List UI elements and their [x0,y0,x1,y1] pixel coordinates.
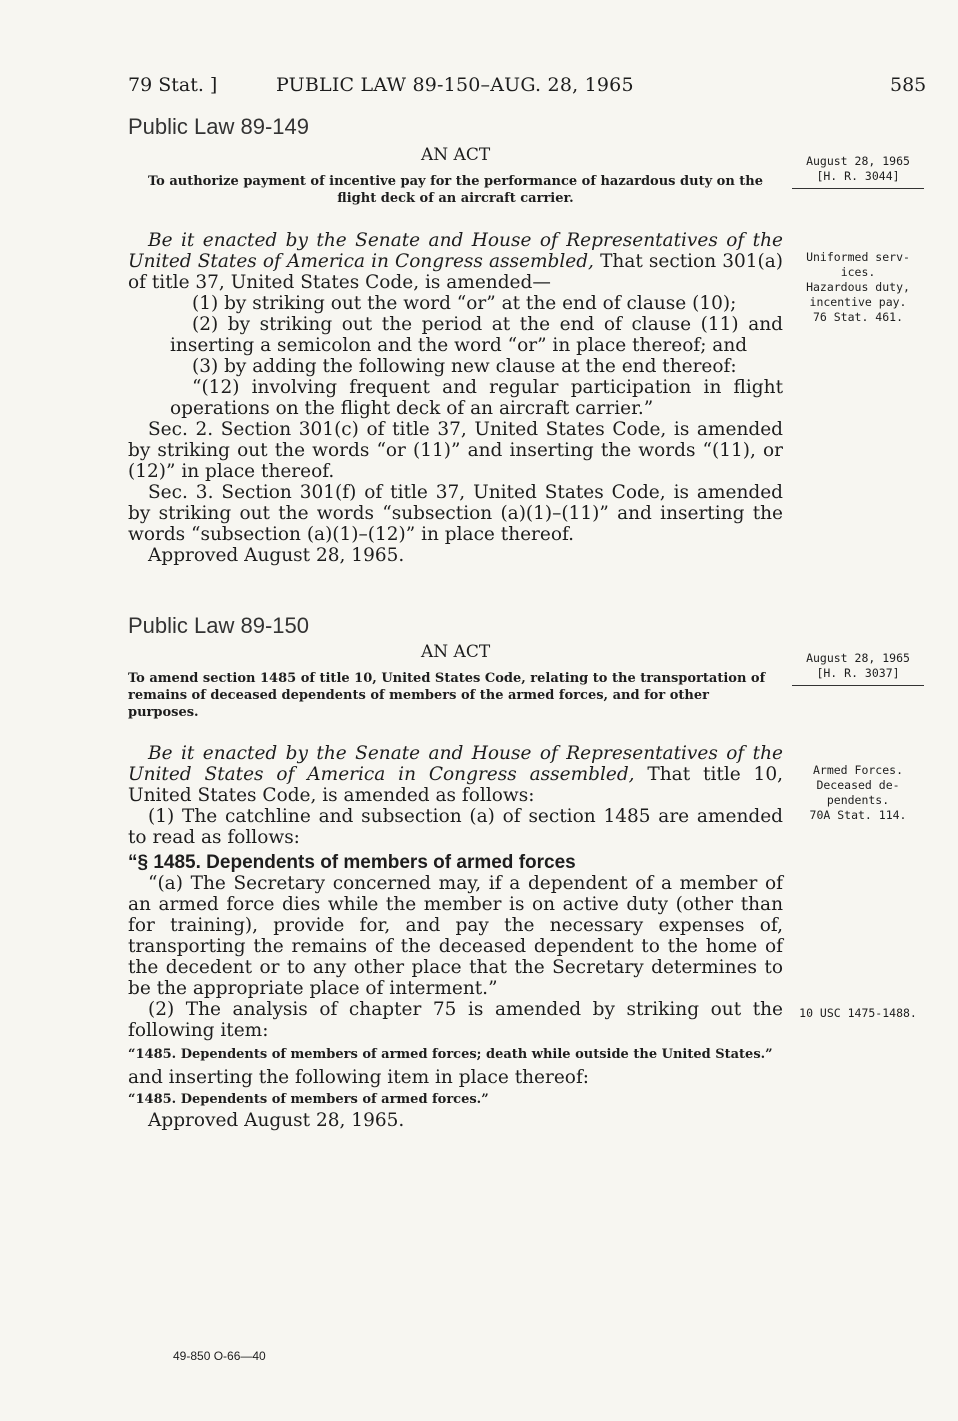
margin-note-item: 76 Stat. 461. [812,310,903,324]
margin-notes [792,763,924,823]
act-body [128,743,783,1131]
clause-1: (1) by striking out the word “or” at the end of clause (10); [192,293,737,314]
act-purpose: To authorize payment of incentive pay for the performance of hazardous duty on the flight deck of an aircraft carrier. [147,174,764,206]
enacting-clause-rest: That section 301(a) of title 37, United States Code, is amended— [128,251,783,293]
margin-note-item: Uniformed serv-ices. [806,250,910,279]
section-3: Sec. 3. Section 301(f) of title 37, United States Code, is amended by striking out the words “subsection (a)(1)–(11)” and inserting the words “subsection (a)(1)–(12)” in place thereof. [128,482,783,545]
amendment-item-1: (1) The catchline and subsection (a) of section 1485 are amended to read as follows: [128,806,783,848]
subsection-a: “(a) The Secretary concerned may, if a dependent of a member of an armed force dies while the member is on active duty (other than for training), provide for, and pay the necessary expenses of, transporting the remains of the deceased dependent to the home of the decedent or to any other place that the Secretary determines to be the appropriate place of interment.” [128,873,783,999]
margin-date-bill [792,651,924,686]
stricken-item: “1485. Dependents of members of armed forces; death while outside the United States.” [128,1047,773,1062]
margin-date: August 28, 1965 [806,154,910,168]
act-purpose: To amend section 1485 of title 10, United States Code, relating to the transportation of remains of deceased dependents of members of the armed forces, and for other purposes. [128,671,766,720]
clause-3-quote: “(12) involving frequent and regular participation in flight operations on the flight deck of an aircraft carrier.” [170,377,783,419]
margin-bill-number: [H. R. 3044] [816,169,900,183]
inserted-item: “1485. Dependents of members of armed forces.” [128,1092,489,1107]
header-volume: 79 Stat. ] [128,74,218,96]
enacting-clause-italic: Be it enacted by the Senate and House of Representatives of the United States of America in Congress assembled, [128,230,783,272]
margin-date-bill [792,154,924,189]
margin-bill-number: [H. R. 3037] [816,666,900,680]
act-body [128,230,783,566]
margin-note-item: Armed Forces. Deceased de-pendents. [812,763,903,807]
enacting-clause-italic: Be it enacted by the Senate and House of Representatives of the United States of America in Congress assembled, [128,743,783,785]
law-title: Public Law 89-150 [128,613,310,638]
law-title: Public Law 89-149 [128,114,310,139]
amendment-item-2: (2) The analysis of chapter 75 is amended by striking out the following item: [128,999,783,1041]
an-act-heading: AN ACT [421,642,491,662]
margin-note-citation: 10 USC 1475-1488. [799,1006,917,1020]
enacting-clause [128,743,783,806]
margin-date: August 28, 1965 [806,651,910,665]
enacting-clause-rest: That title 10, United States Code, is amended as follows: [128,764,783,806]
approval-date: Approved August 28, 1965. [148,1110,405,1131]
margin-notes [792,250,924,325]
margin-note-item: 70A Stat. 114. [809,808,907,822]
clause-3: (3) by adding the following new clause at the end thereof: [192,356,737,377]
print-code: 49-850 O-66—40 [173,1349,266,1363]
section-2: Sec. 2. Section 301(c) of title 37, United States Code, is amended by striking out the words “or (11)” and inserting the words “(11), or (12)” in place thereof. [128,419,783,482]
section-heading: “§ 1485. Dependents of members of armed forces [128,852,576,873]
enacting-clause [128,230,783,293]
approval-date: Approved August 28, 1965. [148,545,405,566]
margin-note-item: Hazardous duty, incentive pay. [806,280,910,309]
an-act-heading: AN ACT [421,145,491,165]
header-law-date: PUBLIC LAW 89-150–AUG. 28, 1965 [276,74,634,96]
clause-2: (2) by striking out the period at the end of clause (11) and inserting a semicolon and the word “or” in place thereof; and [170,314,783,356]
inserting-text: and inserting the following item in place thereof: [128,1067,590,1088]
page-number: 585 [890,74,927,96]
